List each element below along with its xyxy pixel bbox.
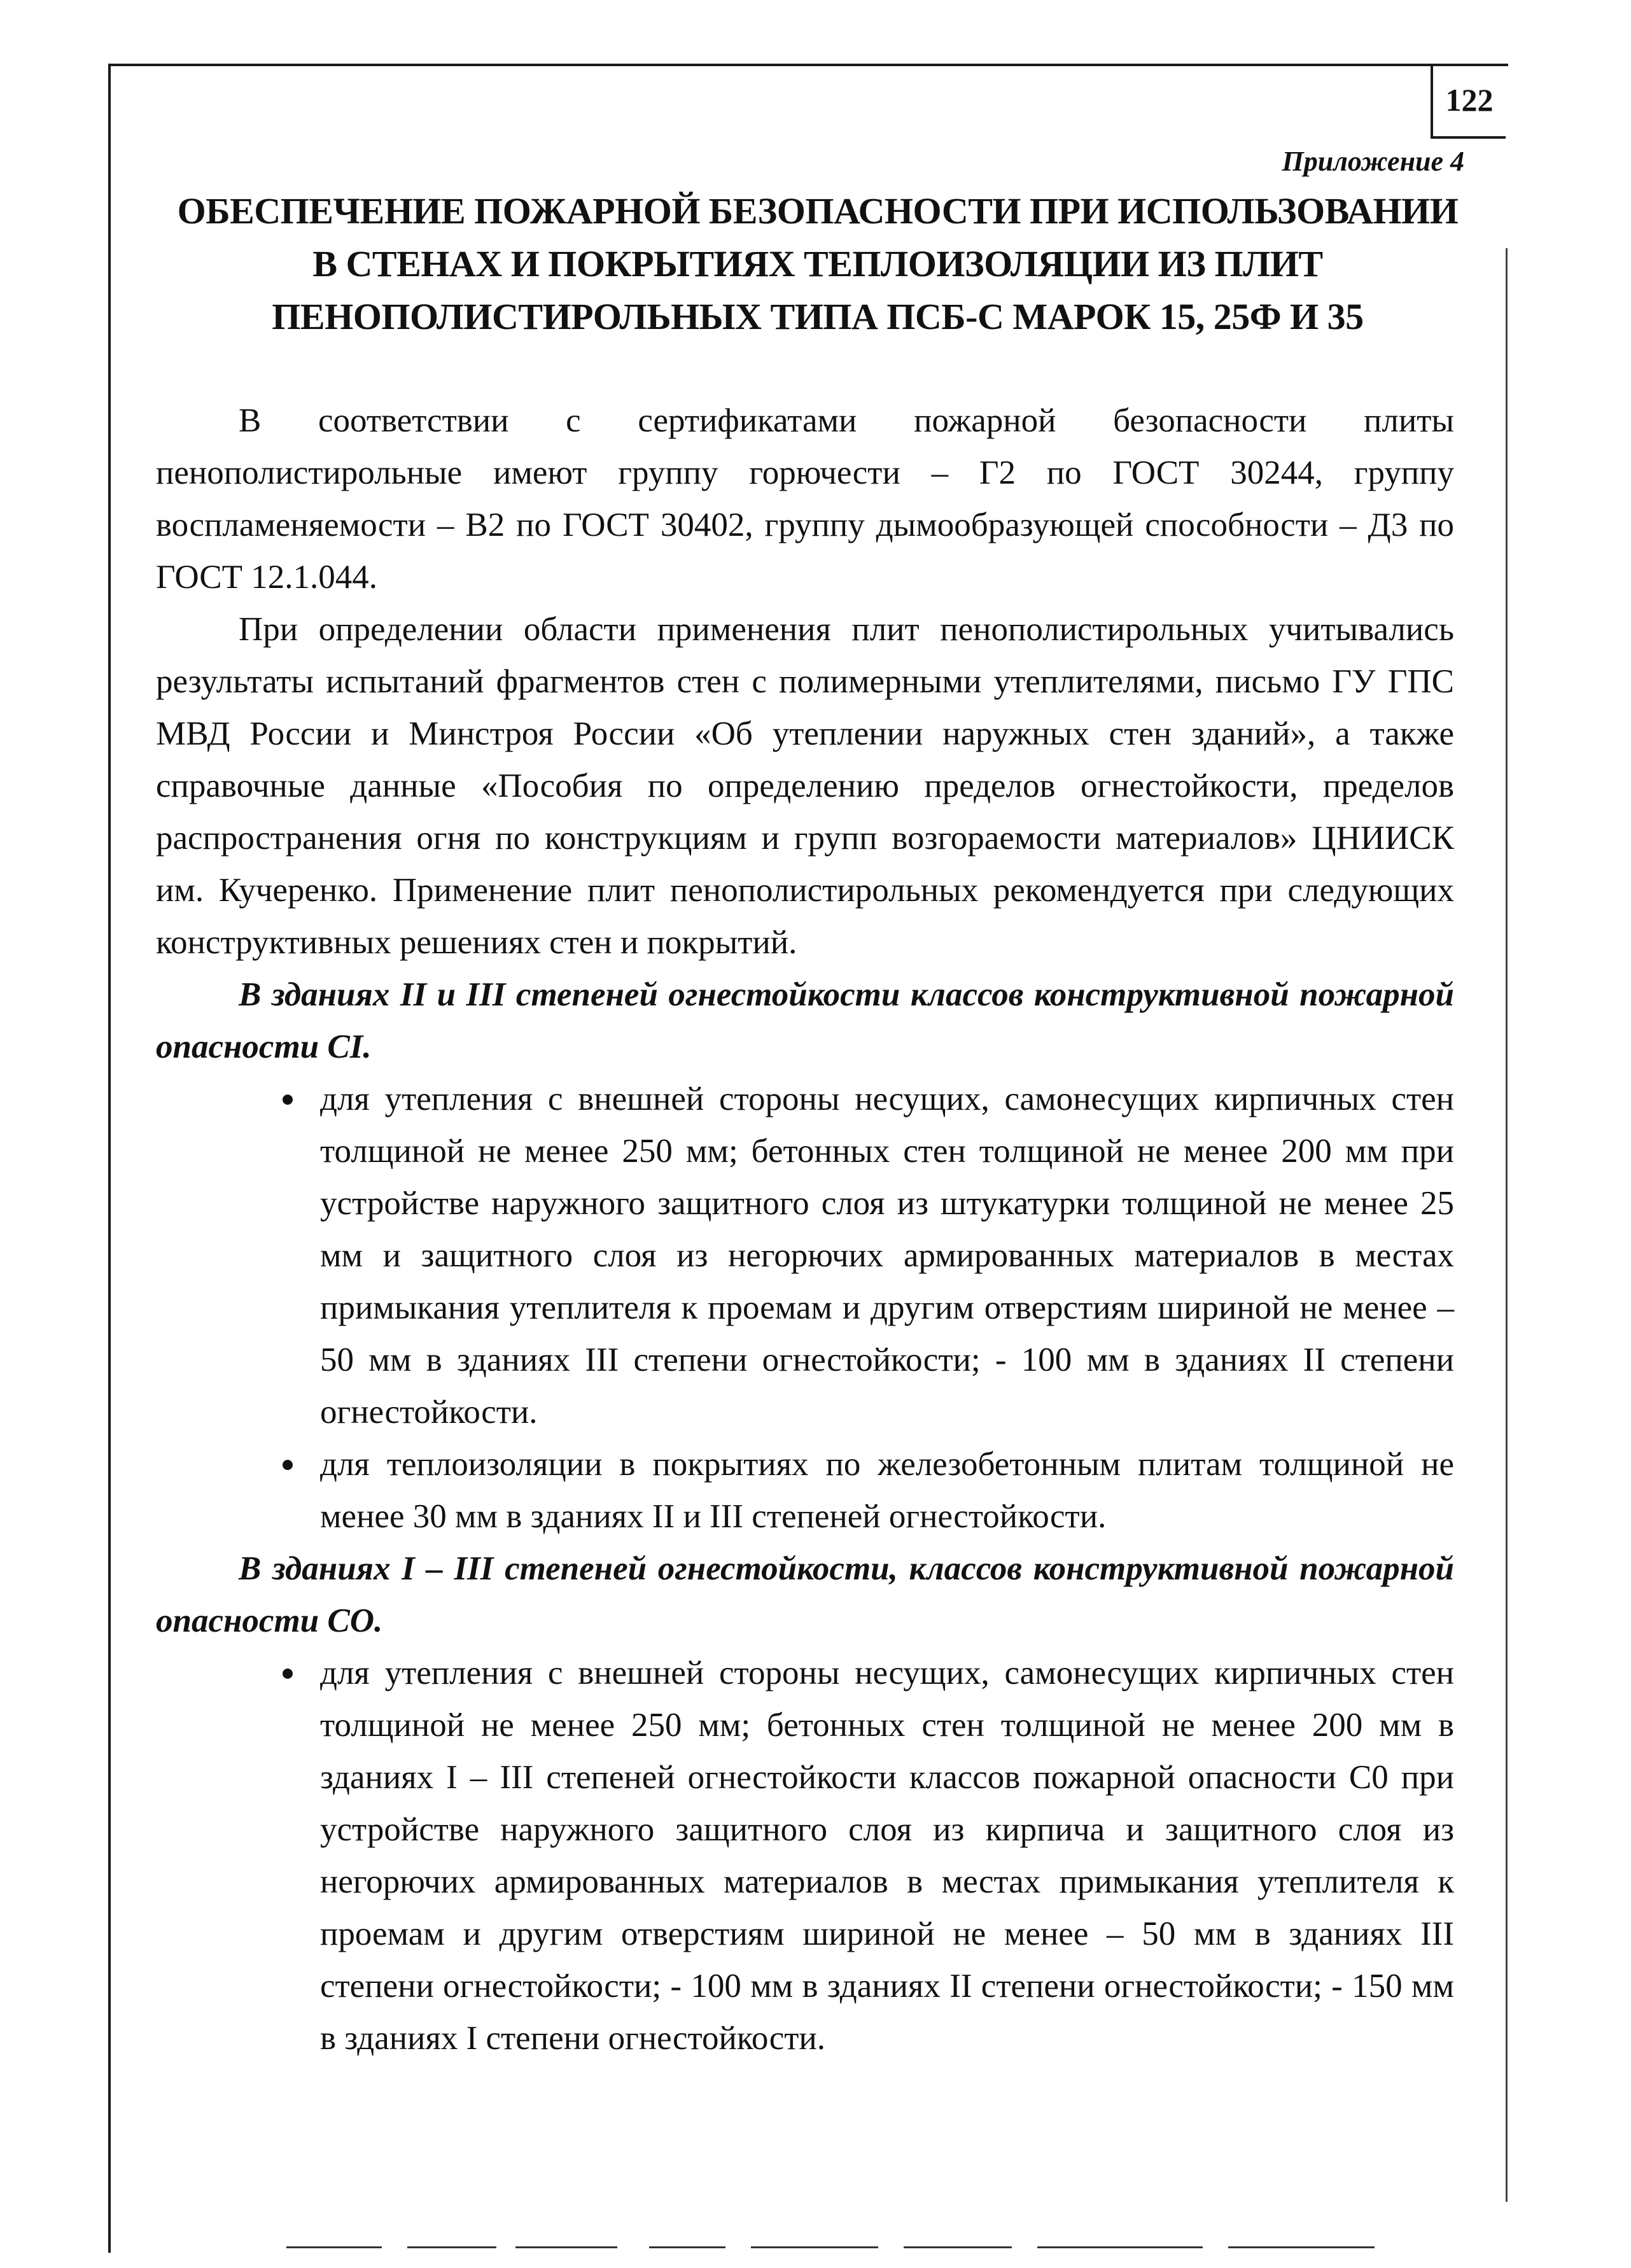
- list-item-text: для утепления с внешней стороны несущих, самонесущих кирпичных стен толщиной не менее 250 мм; бетонных стен толщиной не менее 200 мм в зданиях I – III степеней огнестойкости классов пожарной опасности С0 при устройстве наружного защитного слоя из кирпича и защитного слоя из негорючих армированных материалов в местах примыкания утеплителя к проемам и другим отверстиям шириной не менее – 50 мм в зданиях III степени огнестойкости; - 100 мм в зданиях II степени огнестойкости; - 150 мм в зданиях I степени огнестойкости.: [320, 1655, 1454, 2057]
- bullet-icon: [280, 1438, 295, 1490]
- section-heading-ci: В зданиях II и III степеней огнестойкости классов конструктивной пожарной опасности CI.: [156, 976, 1454, 1065]
- page-number-box: [1431, 64, 1506, 139]
- paragraph-certificates: В соответствии с сертификатами пожарной безопасности плиты пенополистирольные имеют группу горючести – Г2 по ГОСТ 30244, группу воспламеняемости – В2 по ГОСТ 30402, группу дымообразующей способности – Д3 по ГОСТ 12.1.044.: [156, 402, 1454, 596]
- bottom-border-dashes: [108, 2246, 1508, 2253]
- bullet-icon: [280, 1647, 295, 1699]
- list-item: [156, 1438, 1454, 1543]
- document-body: [156, 395, 1454, 2064]
- section-co-list: [156, 1647, 1454, 2064]
- frame-left-line: [108, 64, 111, 2253]
- bullet-icon: [280, 1073, 295, 1125]
- document-title: ОБЕСПЕЧЕНИЕ ПОЖАРНОЙ БЕЗОПАСНОСТИ ПРИ ИСПОЛЬЗОВАНИИ В СТЕНАХ И ПОКРЫТИЯХ ТЕПЛОИЗОЛЯЦИИ ИЗ ПЛИТ ПЕНОПОЛИСТИРОЛЬНЫХ ТИПА ПСБ-С МАРОК 15, 25Ф И 35: [177, 190, 1459, 337]
- list-item: [156, 1073, 1454, 1438]
- list-item-text: для теплоизоляции в покрытиях по железобетонным плитам толщиной не менее 30 мм в зданиях II и III степеней огнестойкости.: [320, 1446, 1454, 1535]
- section-ci-list: [156, 1073, 1454, 1543]
- frame-right-line: [1506, 248, 1508, 2202]
- list-item-text: для утепления с внешней стороны несущих, самонесущих кирпичных стен толщиной не менее 250 мм; бетонных стен толщиной не менее 200 мм при устройстве наружного защитного слоя из штукатурки толщиной не менее 25 мм и защитного слоя из негорючих армированных материалов в местах примыкания утеплителя к проемам и другим отверстиям шириной не менее – 50 мм в зданиях III степени огнестойкости; - 100 мм в зданиях II степени огнестойкости.: [320, 1081, 1454, 1431]
- section-heading-co: В зданиях I – III степеней огнестойкости, классов конструктивной пожарной опасности СО.: [156, 1550, 1454, 1639]
- frame-top-line: [108, 64, 1508, 66]
- paragraph-application-area: При определении области применения плит пенополистирольных учитывались результаты испытаний фрагментов стен с полимерными утеплителями, письмо ГУ ГПС МВД России и Минстроя России «Об утеплении наружных стен зданий», а также справочные данные «Пособия по определению пределов огнестойкости, пределов распространения огня по конструкциям и групп возгораемости материалов» ЦНИИСК им. Кучеренко. Применение плит пенополистирольных рекомендуется при следующих конструктивных решениях стен и покрытий.: [156, 611, 1454, 961]
- appendix-label: Приложение 4: [1282, 146, 1464, 177]
- list-item: [156, 1647, 1454, 2064]
- page-number: 122: [1445, 82, 1494, 118]
